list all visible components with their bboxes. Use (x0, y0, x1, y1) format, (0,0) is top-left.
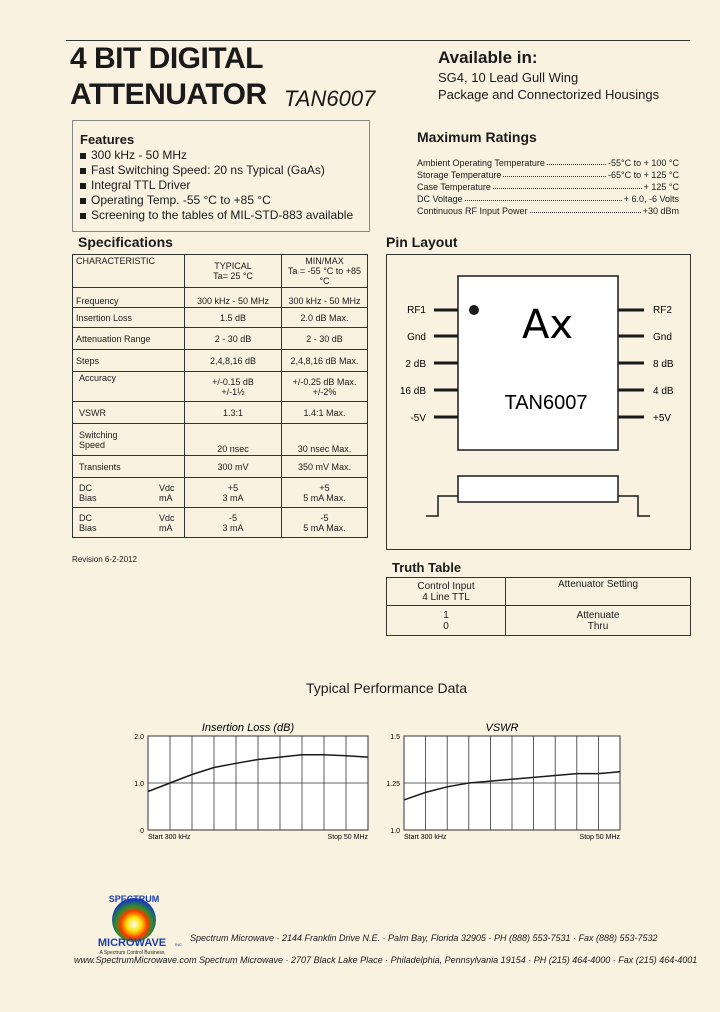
pin-label-right: Gnd (653, 332, 672, 343)
bullet-icon (80, 183, 86, 189)
feature-item: Fast Switching Speed: 20 ns Typical (GaAs) (80, 163, 325, 177)
performance-title: Typical Performance Data (306, 680, 468, 696)
available-heading: Available in: (438, 48, 538, 67)
truth-table (386, 577, 691, 636)
spectrum-microwave-logo (86, 888, 186, 960)
table-row: Transients 300 mV 350 mV Max. (73, 456, 368, 478)
table-row: Frequency 300 kHz - 50 MHz 300 kHz - 50 MHz (73, 288, 368, 308)
pin-label-right: RF2 (653, 305, 672, 316)
features-heading: Features (80, 132, 135, 147)
feature-item: Screening to the tables of MIL-STD-883 available (80, 208, 353, 222)
bullet-icon (80, 213, 86, 219)
max-rating-row: Continuous RF Input Power +30 dBm (417, 206, 679, 216)
title-line-2: ATTENUATOR (70, 78, 267, 111)
y-tick-label: 1.5 (390, 734, 400, 741)
bullet-icon (80, 153, 86, 159)
left-pin-leads (434, 310, 458, 417)
y-tick-label: 1.0 (390, 828, 400, 835)
y-tick-label: 1.25 (386, 781, 400, 788)
y-tick-label: 2.0 (134, 734, 144, 741)
pin1-dot-icon (469, 305, 479, 315)
feature-item: Operating Temp. -55 °C to +85 °C (80, 193, 271, 207)
pin-label-left: RF1 (407, 305, 426, 316)
x-stop-label: Stop 50 MHz (327, 834, 368, 841)
title-line-1: 4 BIT DIGITAL (70, 42, 263, 75)
max-rating-row: Ambient Operating Temperature -55°C to + 100 °C (417, 158, 679, 168)
footer-address-2: www.SpectrumMicrowave.com Spectrum Microwave · 2707 Black Lake Place · Philadelphia, Pennsylvania 19154 · PH (215) 464-4000 · Fax (215) 464-4001 (74, 955, 698, 965)
table-row: Steps 2,4,8,16 dB 2,4,8,16 dB Max. (73, 350, 368, 372)
logo-sub-text: A Spectrum Control Business (99, 950, 165, 956)
logo-spectrum-disc (112, 898, 156, 942)
pin-label-right: 8 dB (653, 359, 674, 370)
chip-label: TAN6007 (504, 392, 588, 414)
insertion-loss-chart (120, 718, 380, 846)
available-line-2: Package and Connectorized Housings (438, 87, 660, 102)
pin-label-left: 2 dB (405, 359, 426, 370)
feature-item: 300 kHz - 50 MHz (80, 148, 187, 162)
chart-title: VSWR (485, 722, 519, 734)
pin-label-left: Gnd (407, 332, 426, 343)
max-rating-row: Storage Temperature -65°C to + 125 °C (417, 170, 679, 180)
available-line-1: SG4, 10 Lead Gull Wing (438, 70, 579, 85)
x-start-label: Start 300 kHz (148, 834, 191, 841)
table-row: 1 0 Attenuate Thru (387, 606, 691, 636)
logo-top-text: SPECTRUM (108, 894, 160, 904)
y-tick-label: 0 (140, 828, 144, 835)
right-pin-leads (618, 310, 644, 417)
table-row: DC Vdc Bias mA +5 3 mA +5 5 mA Max. (73, 478, 368, 508)
truth-table-heading: Truth Table (392, 560, 462, 575)
table-row: Insertion Loss 1.5 dB 2.0 dB Max. (73, 308, 368, 328)
table-row: DC Vdc Bias mA -5 3 mA -5 5 mA Max. (73, 508, 368, 538)
pin-label-left: 16 dB (399, 386, 426, 397)
bullet-icon (80, 168, 86, 174)
max-rating-row: DC Voltage + 6.0, -6 Volts (417, 194, 679, 204)
x-start-label: Start 300 kHz (404, 834, 447, 841)
pin-layout-heading: Pin Layout (386, 234, 458, 250)
ax-logo-icon: Ax (522, 302, 574, 348)
max-ratings-heading: Maximum Ratings (417, 129, 537, 145)
feature-item: Integral TTL Driver (80, 178, 190, 192)
pin-label-right: 4 dB (653, 386, 674, 397)
top-rule (66, 40, 690, 41)
logo-main-text: MICROWAVE (97, 937, 167, 949)
pin-layout-diagram (386, 254, 691, 550)
pin-label-right: +5V (653, 413, 672, 424)
table-header-row: CHARACTERISTIC TYPICAL Ta= 25 °C MIN/MAX Ta = -55 °C to +85 °C (73, 255, 368, 288)
footer-address-1: Spectrum Microwave · 2144 Franklin Drive N.E. · Palm Bay, Florida 32905 · PH (888) 553-7531 · Fax (888) 553-7532 (190, 933, 658, 943)
x-stop-label: Stop 50 MHz (579, 834, 620, 841)
model-number: TAN6007 (284, 86, 376, 111)
specifications-table (72, 254, 368, 538)
chart-title: Insertion Loss (dB) (201, 722, 295, 734)
table-row: VSWR 1.3:1 1.4:1 Max. (73, 402, 368, 424)
revision-note: Revision 6-2-2012 (72, 555, 137, 564)
pin-label-left: -5V (410, 413, 426, 424)
table-row: Switching Speed 20 nsec 30 nsec Max. (73, 424, 368, 456)
specifications-heading: Specifications (78, 234, 173, 250)
table-row: Accuracy +/-0.15 dB +/-1½ +/-0.25 dB Max. +/-2% (73, 372, 368, 402)
vswr-chart (376, 718, 632, 846)
side-view-icon (426, 476, 650, 516)
logo-inc-text: INC. (175, 942, 183, 947)
max-rating-row: Case Temperature + 125 °C (417, 182, 679, 192)
table-row: Attenuation Range 2 - 30 dB 2 - 30 dB (73, 328, 368, 350)
y-tick-label: 1.0 (134, 781, 144, 788)
bullet-icon (80, 198, 86, 204)
table-header-row: Control Input 4 Line TTL Attenuator Setting (387, 578, 691, 606)
